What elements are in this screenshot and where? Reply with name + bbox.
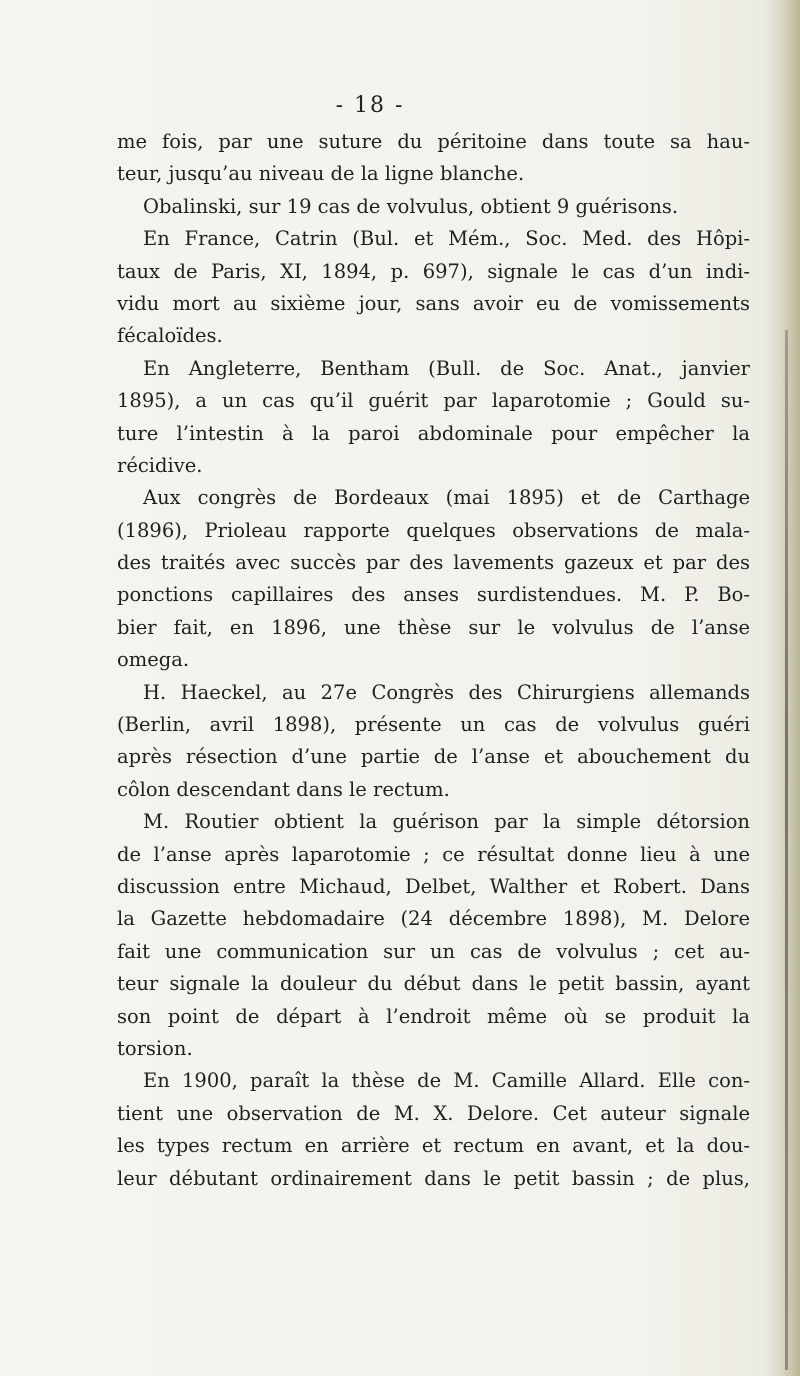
text-line: teur, jusqu’au niveau de la ligne blanche.	[117, 162, 525, 186]
text-line: de l’anse après laparotomie ; ce résultat donne lieu à une	[117, 842, 750, 866]
text-line: (Berlin, avril 1898), présente un cas de volvulus guéri	[117, 713, 750, 737]
text-line: côlon descendant dans le rectum.	[117, 777, 450, 801]
text-line: teur signale la douleur du début dans le petit bassin, ayant	[117, 972, 750, 996]
text-line: En 1900, paraît la thèse de M. Camille Allard. Elle con-	[143, 1069, 750, 1093]
text-line: me fois, par une suture du péritoine dans toute sa hau-	[117, 130, 750, 153]
text-line: la Gazette hebdomadaire (24 décembre 1898), M. Delore	[117, 907, 750, 931]
text-line: des traités avec succès par des lavements gazeux et par des	[117, 551, 750, 575]
text-line: discussion entre Michaud, Delbet, Walther et Robert. Dans	[117, 874, 750, 898]
text-line: (1896), Prioleau rapporte quelques observations de mala-	[117, 518, 750, 542]
text-line: omega.	[117, 648, 190, 672]
text-line: son point de départ à l’endroit même où se produit la	[117, 1004, 750, 1028]
text-line: bier fait, en 1896, une thèse sur le volvulus de l’anse	[117, 615, 750, 639]
text-line: En France, Catrin (Bul. et Mém., Soc. Med. des Hôpi-	[143, 227, 750, 251]
text-line: fécaloïdes.	[117, 324, 223, 348]
text-line: M. Routier obtient la guérison par la simple détorsion	[143, 810, 750, 834]
text-line: leur débutant ordinairement dans le petit bassin ; de plus,	[117, 1166, 750, 1190]
text-line: Aux congrès de Bordeaux (mai 1895) et de Carthage	[143, 486, 750, 510]
text-line: taux de Paris, XI, 1894, p. 697), signale le cas d’un indi-	[117, 259, 750, 283]
text-line: H. Haeckel, au 27e Congrès des Chirurgiens allemands	[143, 680, 750, 704]
text-line: tient une observation de M. X. Delore. Cet auteur signale	[117, 1101, 750, 1125]
text-line: torsion.	[117, 1036, 193, 1060]
text-line: récidive.	[117, 453, 203, 477]
text-line: après résection d’une partie de l’anse et abouchement du	[117, 745, 750, 769]
text-line: ture l’intestin à la paroi abdominale pour empêcher la	[117, 421, 750, 445]
text-line: vidu mort au sixième jour, sans avoir eu de vomissements	[117, 291, 750, 315]
body-text	[117, 126, 750, 1195]
text-line: 1895), a un cas qu’il guérit par laparotomie ; Gould su-	[117, 389, 750, 413]
page-edge-shadow	[766, 0, 800, 1376]
text-line: Obalinski, sur 19 cas de volvulus, obtient 9 guérisons.	[143, 194, 679, 218]
page-number: - 18 -	[335, 93, 405, 118]
text-line: En Angleterre, Bentham (Bull. de Soc. Anat., janvier	[143, 356, 750, 380]
binding-line	[785, 330, 788, 1370]
text-line: les types rectum en arrière et rectum en avant, et la dou-	[117, 1134, 750, 1158]
text-line: ponctions capillaires des anses surdistendues. M. P. Bo-	[117, 583, 750, 607]
text-line: fait une communication sur un cas de volvulus ; cet au-	[117, 939, 750, 963]
